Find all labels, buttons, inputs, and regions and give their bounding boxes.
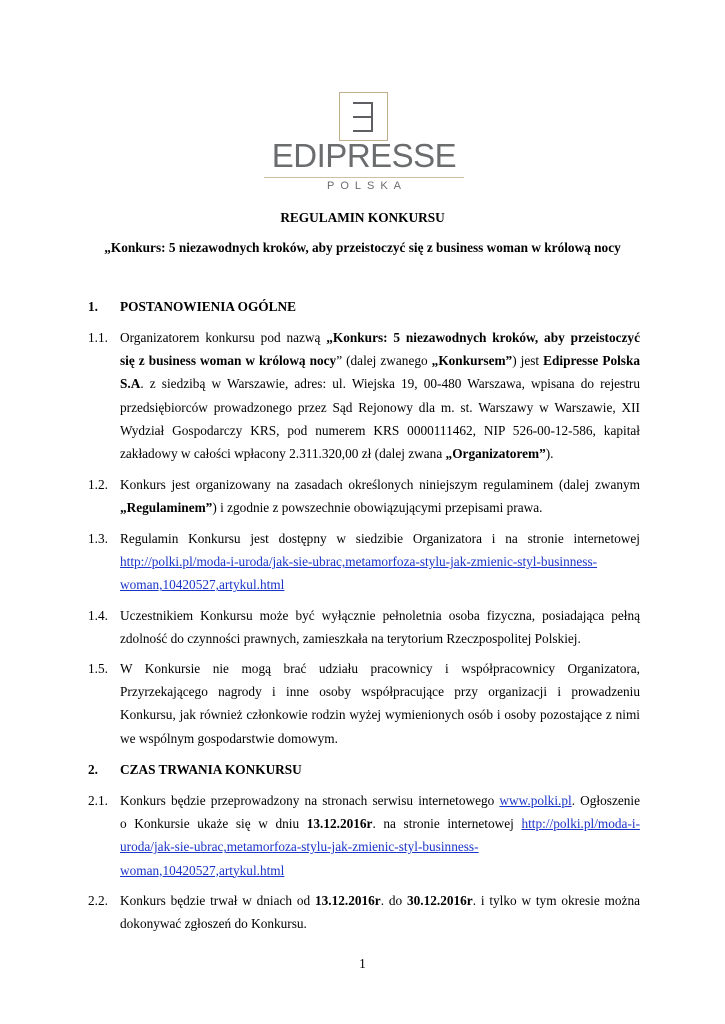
paragraph-1-2 <box>88 473 640 519</box>
paragraph-1-4 <box>88 604 640 650</box>
text-line: się z business woman w królową nocy” (dalej zwanego „Konkursem”) jest Edipresse Polska <box>120 353 641 369</box>
paragraph-number: 1.1. <box>88 330 108 345</box>
text-line: Konkursu, jak również członkowie rodzin wyżej wymienionych osób i osoby pozostające z nimi <box>120 707 640 723</box>
paragraph-number: 1.5. <box>88 661 108 676</box>
paragraph-number: 1.4. <box>88 608 108 623</box>
text-line: S.A. z siedzibą w Warszawie, adres: ul. Wiejska 19, 00-480 Warszawa, wpisana do rejestru <box>120 376 640 392</box>
paragraph-number: 2.2. <box>88 893 108 908</box>
text-line: Przyrzekającego nagrody i inne osoby współpracujące przy organizacji i prowadzeniu <box>120 684 640 700</box>
text-line <box>120 573 640 596</box>
logo-sub-text: POLSKA <box>326 180 408 192</box>
text-line: „Regulaminem”) i zgodnie z powszechnie obowiązującymi przepisami prawa. <box>120 500 543 516</box>
text-line: Organizatorem konkursu pod nazwą „Konkurs: 5 niezawodnych kroków, aby przeistoczyć <box>120 330 640 345</box>
text-line: Uczestnikiem Konkursu może być wyłącznie pełnoletnia osoba fizyczna, posiadająca pełną <box>120 608 640 623</box>
section-title: CZAS TRWANIA KONKURSU <box>120 762 302 777</box>
text-line: Konkurs będzie trwał w dniach od 13.12.2016r. do 30.12.2016r. i tylko w tym okresie można <box>120 893 640 908</box>
text-line: we wspólnym gospodarstwie domowym. <box>120 730 338 746</box>
text-line <box>120 550 640 573</box>
edipresse-logo <box>264 92 464 196</box>
regulation-link[interactable]: http://polki.pl/moda-i-uroda/jak-sie-ubrac,metamorfoza-stylu-jak-zmienic-styl-businness- <box>120 554 598 570</box>
section-number: 1. <box>88 299 98 314</box>
paragraph-number: 1.3. <box>88 531 108 546</box>
paragraph-1-1 <box>88 326 640 465</box>
regulation-link-continued[interactable]: woman,10420527,artykul.html <box>120 577 285 593</box>
text-line: o Konkursie ukaże się w dniu 13.12.2016r. na stronie internetowej http://polki.pl/moda-i- <box>120 816 640 832</box>
page-number: 1 <box>359 956 366 971</box>
text-line: Regulamin Konkursu jest dostępny w siedzibie Organizatora i na stronie internetowej <box>120 531 640 546</box>
paragraph-number: 1.2. <box>88 477 108 492</box>
text-line <box>120 835 640 858</box>
text-line: zdolność do czynności prawnych, zamieszkała na terytorium Rzeczpospolitej Polskiej. <box>120 631 581 647</box>
paragraph-2-2 <box>88 889 640 935</box>
document-subtitle: „Konkurs: 5 niezawodnych kroków, aby przeistoczyć się z business woman w królową nocy <box>104 240 621 255</box>
text-line <box>120 859 640 882</box>
text-line: Wydział Gospodarczy KRS, pod numerem KRS 0000111462, NIP 526-00-12-586, kapitał <box>120 422 640 438</box>
text-line: Konkurs jest organizowany na zasadach określonych niniejszym regulaminem (dalej zwanym <box>120 477 640 492</box>
text-line: zakładowy w całości wpłacony 2.311.320,00 zł (dalej zwana „Organizatorem”). <box>120 445 554 461</box>
text-line: Konkurs będzie przeprowadzony na stronach serwisu internetowego www.polki.pl. Ogłoszenie <box>120 793 640 808</box>
document-title: REGULAMIN KONKURSU <box>280 210 445 225</box>
text-line: W Konkursie nie mogą brać udziału pracownicy i współpracownicy Organizatora, <box>120 661 640 676</box>
logo-brand-text: EDIPRESSE <box>271 137 457 174</box>
contest-page-link[interactable]: http://polki.pl/moda-i- <box>521 816 640 832</box>
paragraph-2-1 <box>88 789 640 882</box>
section-number: 2. <box>88 762 98 777</box>
contest-page-link-end[interactable]: woman,10420527,artykul.html <box>120 862 285 878</box>
polki-site-link[interactable]: www.polki.pl <box>499 793 572 808</box>
text-line: przedsiębiorców prowadzonego przez Sąd Rejonowy dla m. st. Warszawy w Warszawie, XII <box>120 399 640 415</box>
logo-e-icon <box>353 102 373 132</box>
paragraph-1-3 <box>88 527 640 597</box>
paragraph-1-5 <box>88 657 640 750</box>
contest-page-link-continued[interactable]: uroda/jak-sie-ubrac,metamorfoza-stylu-jak-zmienic-styl-businness- <box>120 839 479 855</box>
text-line: dokonywać zgłoszeń do Konkursu. <box>120 916 307 932</box>
paragraph-number: 2.1. <box>88 793 108 808</box>
section-title: POSTANOWIENIA OGÓLNE <box>120 299 296 314</box>
